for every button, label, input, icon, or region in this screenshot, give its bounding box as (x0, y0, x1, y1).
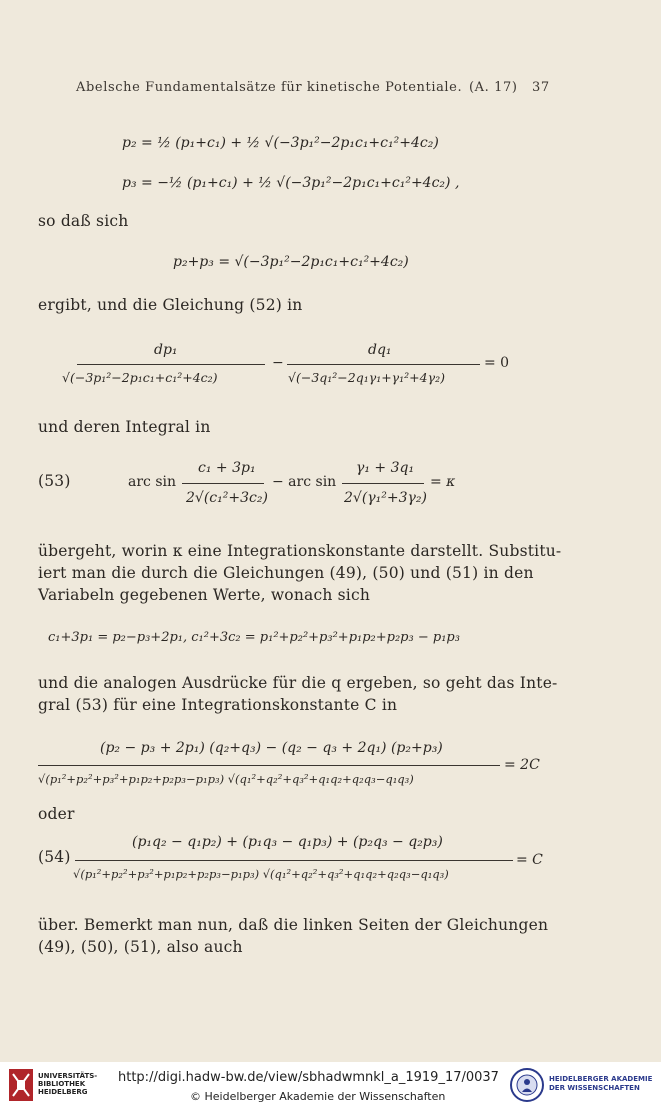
eq53-denominator-2: 2√(γ₁²+3γ₂) (344, 490, 427, 506)
big-fraction-denominator: √(p₁²+p₂²+p₃²+p₁p₂+p₂p₃−p₁p₃) √(q₁²+q₂²+q₃²+q₁q₂+q₂q₃−q₁q₃) (38, 772, 414, 786)
equation-p3: p₃ = −½ (p₁+c₁) + ½ √(−3p₁²−2p₁c₁+c₁²+4c₂) , (122, 175, 460, 191)
eq53-numerator-2: γ₁ + 3q₁ (356, 460, 415, 476)
footer-bar (0, 1062, 661, 1109)
para2-line2: gral (53) für eine Integrationskonstante C in (38, 696, 398, 714)
running-title: Abelsche Fundamentalsätze für kinetische Potentiale. (76, 80, 463, 95)
para1-line2: iert man die durch die Gleichungen (49), (50) und (51) in den (38, 564, 534, 582)
frac-minus: − (272, 355, 284, 371)
big-fraction-bar (38, 765, 500, 766)
haw-line: HEIDELBERGER AKADEMIE DER WISSENSCHAFTEN (549, 1075, 653, 1092)
big-fraction-numerator: (p₂ − p₃ + 2p₁) (q₂+q₃) − (q₂ − q₃ + 2q₁) (p₂+p₃) (100, 740, 443, 756)
eq53-numerator-1: c₁ + 3p₁ (198, 460, 256, 476)
frac-right-bar (287, 364, 480, 365)
para2-line1: und die analogen Ausdrücke für die q ergeben, so geht das Inte- (38, 674, 558, 692)
page-number: 37 (532, 80, 550, 95)
section-number: (A. 17) (469, 80, 518, 95)
equation-sum: p₂+p₃ = √(−3p₁²−2p₁c₁+c₁²+4c₂) (173, 254, 409, 270)
text-so-dass-sich: so daß sich (38, 212, 129, 230)
frac-left-denominator: √(−3p₁²−2p₁c₁+c₁²+4c₂) (62, 370, 218, 385)
eq53-bar-1 (182, 483, 264, 484)
frac-left-numerator: dp₁ (154, 342, 178, 358)
eq54-bar (75, 860, 513, 861)
eq53-arcsin-2: − arc sin (272, 474, 337, 490)
frac-right-numerator: dq₁ (368, 342, 392, 358)
text-oder: oder (38, 805, 75, 823)
eq53-arcsin-1: arc sin (128, 474, 177, 490)
text-ergibt: ergibt, und die Gleichung (52) in (38, 296, 303, 314)
equation-label-54: (54) (38, 848, 71, 866)
frac-left-bar (77, 364, 265, 365)
copyright-text: © Heidelberger Akademie der Wissenschaften (190, 1090, 446, 1103)
equation-p2: p₂ = ½ (p₁+c₁) + ½ √(−3p₁²−2p₁c₁+c₁²+4c₂) (122, 135, 439, 151)
text-integral: und deren Integral in (38, 418, 211, 436)
eq54-denominator: √(p₁²+p₂²+p₃²+p₁p₂+p₂p₃−p₁p₃) √(q₁²+q₂²+q₃²+q₁q₂+q₂q₃−q₁q₃) (73, 867, 449, 881)
para1-line3: Variabeln gegebenen Werte, wonach sich (38, 586, 371, 604)
big-fraction-rhs: = 2C (504, 757, 540, 773)
digital-url-link[interactable]: http://digi.hadw-bw.de/view/sbhadwmnkl_a_1919_17/0037 (118, 1070, 499, 1085)
university-library-logo-icon (8, 1068, 34, 1102)
ub-line: UNIVERSITÄTS- BIBLIOTHEK HEIDELBERG (38, 1072, 98, 1096)
para3-line2: (49), (50), (51), also auch (38, 938, 243, 956)
eq53-denominator-1: 2√(c₁²+3c₂) (186, 490, 268, 506)
eq54-numerator: (p₁q₂ − q₁p₂) + (p₁q₃ − q₁p₃) + (p₂q₃ − q₂p₃) (132, 834, 443, 850)
university-library-name (38, 1072, 97, 1096)
equation-label-53: (53) (38, 472, 71, 490)
eq53-rhs: = κ (430, 474, 456, 490)
academy-seal-icon (510, 1068, 544, 1102)
para1-line1: übergeht, worin κ eine Integrationskonstante darstellt. Substitu- (38, 542, 562, 560)
eq54-rhs: = C (516, 852, 543, 868)
eq53-bar-2 (342, 483, 424, 484)
frac-rhs: = 0 (484, 355, 510, 371)
para3-line1: über. Bemerkt man nun, daß die linken Seiten der Gleichungen (38, 916, 549, 934)
frac-right-denominator: √(−3q₁²−2q₁γ₁+γ₁²+4γ₂) (288, 370, 445, 385)
equation-c-relations: c₁+3p₁ = p₂−p₃+2p₁, c₁²+3c₂ = p₁²+p₂²+p₃²+p₁p₂+p₂p₃ − p₁p₃ (48, 630, 460, 645)
academy-name (549, 1075, 652, 1093)
